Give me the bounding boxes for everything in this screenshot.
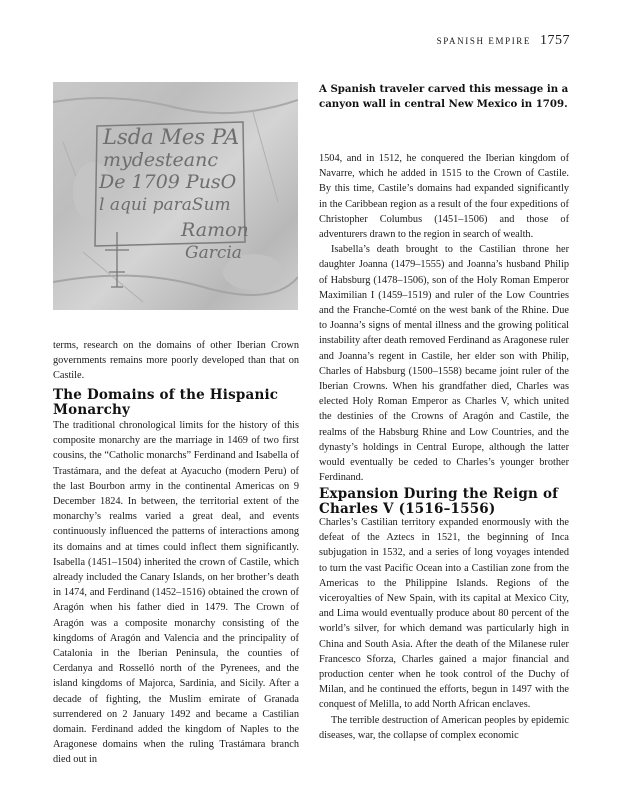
running-head	[437, 33, 570, 49]
inscription-line-2: mydesteanc	[103, 149, 218, 171]
domains-paragraph: The traditional chronological limits for the history of this composite monarchy are the marriage in 1469 of two first cousins, the “Catholic monarchs” Ferdinand and Isabella of Trastámara, and the defeat at Ayacucho (modern Peru) of the last Bourbon army in the continental Americas on 9 December 1824. In between, the territorial extent of the monarchy’s realms varied a great deal, and events continuously influenced the patterns of interactions among its domains and at times could inflect them significantly. Isabella (1451–1504) inherited the crown of Castile, which already included the Canary Islands, on her brother’s death in 1474, and Ferdinand (1452–1516) obtained the crown of Aragón when his father died in 1479. The Crown of Aragón was a composite monarchy consisting of the kingdoms of Aragón and Valencia and the principality of Catalonia in the Iberian Peninsula, the counties of Cerdanya and Rosselló north of the Pyrenees, and the island kingdoms of Majorca, Sardinia, and Sicily. After a decade of fighting, the Muslim emirate of Granada surrendered on 2 January 1492 and became a Castilian domain. Ferdinand added the kingdom of Naples to the Aragonese domains when the ruling Trastámara branch died out in	[53, 420, 299, 766]
left-column-continuation	[53, 338, 299, 384]
figure-caption: A Spanish traveler carved this message in a canyon wall in central New Mexico in 1709.	[319, 83, 569, 110]
right-paragraph-3: Charles’s Castilian territory expanded enormously with the defeat of the Aztecs in 1521, the beginning of Inca subjugation in 1532, and a series of long voyages intended to turn the vast Pacific Ocean into a Castilian zone from the Americas to the Philippine Islands. Regions of the viceroyalties of New Spain, with its capital at Mexico City, and Lima would eventually produce about 80 percent of the world’s silver, for which demand was particularly high in China and South Asia. After the death of the Milanese ruler Francesco Sforza, Charles gained a major financial and production center when he took control of the Duchy of Milan, and he continued the efforts, begun in 1497 with the conquest of Melilla, to add North African enclaves.	[319, 517, 569, 711]
inscription-line-1: Lsda Mes PA	[103, 125, 240, 149]
page-number: 1757	[540, 33, 570, 48]
section-heading-domains: The Domains of the Hispanic Monarchy	[53, 387, 279, 418]
inscription-line-6: Garcia	[185, 243, 242, 263]
inscription-line-5: Ramon	[181, 219, 249, 241]
right-paragraph-4: The terrible destruction of American peoples by epidemic diseases, war, the collapse of complex economic	[319, 714, 569, 741]
carved-cross-icon	[105, 232, 129, 287]
inscription-line-4: l aqui paraSum	[99, 195, 231, 215]
right-paragraph-1: 1504, and in 1512, he conquered the Iberian kingdom of Navarre, which he added in 1515 to the Crown of Castile. By this time, Castile’s domains had expanded significantly in the Caribbean region as a result of the four expeditions of Christopher Columbus (1451–1506) and those of adventurers drawn to the region in search of wealth.	[319, 153, 569, 241]
section-heading-charles-v: Expansion During the Reign of Charles V (1516–1556)	[319, 486, 559, 517]
inscription-line-3: De 1709 PusO	[99, 171, 237, 193]
inscription-rock-drawing	[53, 82, 298, 310]
continuation-paragraph: terms, research on the domains of other Iberian Crown governments remains more poorly developed than that on Castile.	[53, 340, 299, 382]
right-column-body	[319, 151, 569, 485]
canyon-inscription-photo	[53, 82, 298, 310]
right-paragraph-2: Isabella’s death brought to the Castilian throne her daughter Joanna (1479–1555) and Joanna’s husband Philip of Habsburg (1478–1506), son of the Holy Roman Emperor Maximilian I (1459–1519) and ruler of the Low Countries and the Franche-Comté on the west bank of the Rhine. Due to Joanna’s signs of mental illness and the growing political instability after death removed Ferdinand as Aragonese ruler and Joanna’s regent in Castile, her elder son with Philip, Charles of Habsburg (1500–1558) became joint ruler of the Iberian Crowns. When his grandfather died, Charles was elected Holy Roman Emperor as Charles V, which united the destinies of the Crowns of Aragón and Castile, the realms of the Habsburg Rhine and Low Countries, and the dynasty’s holdings in Central Europe, although the latter would eventually be ceded to Charles’s younger brother Ferdinand.	[319, 244, 569, 484]
right-column-expansion	[319, 515, 569, 743]
running-title: SPANISH EMPIRE	[436, 36, 531, 46]
left-column-body	[53, 418, 299, 768]
